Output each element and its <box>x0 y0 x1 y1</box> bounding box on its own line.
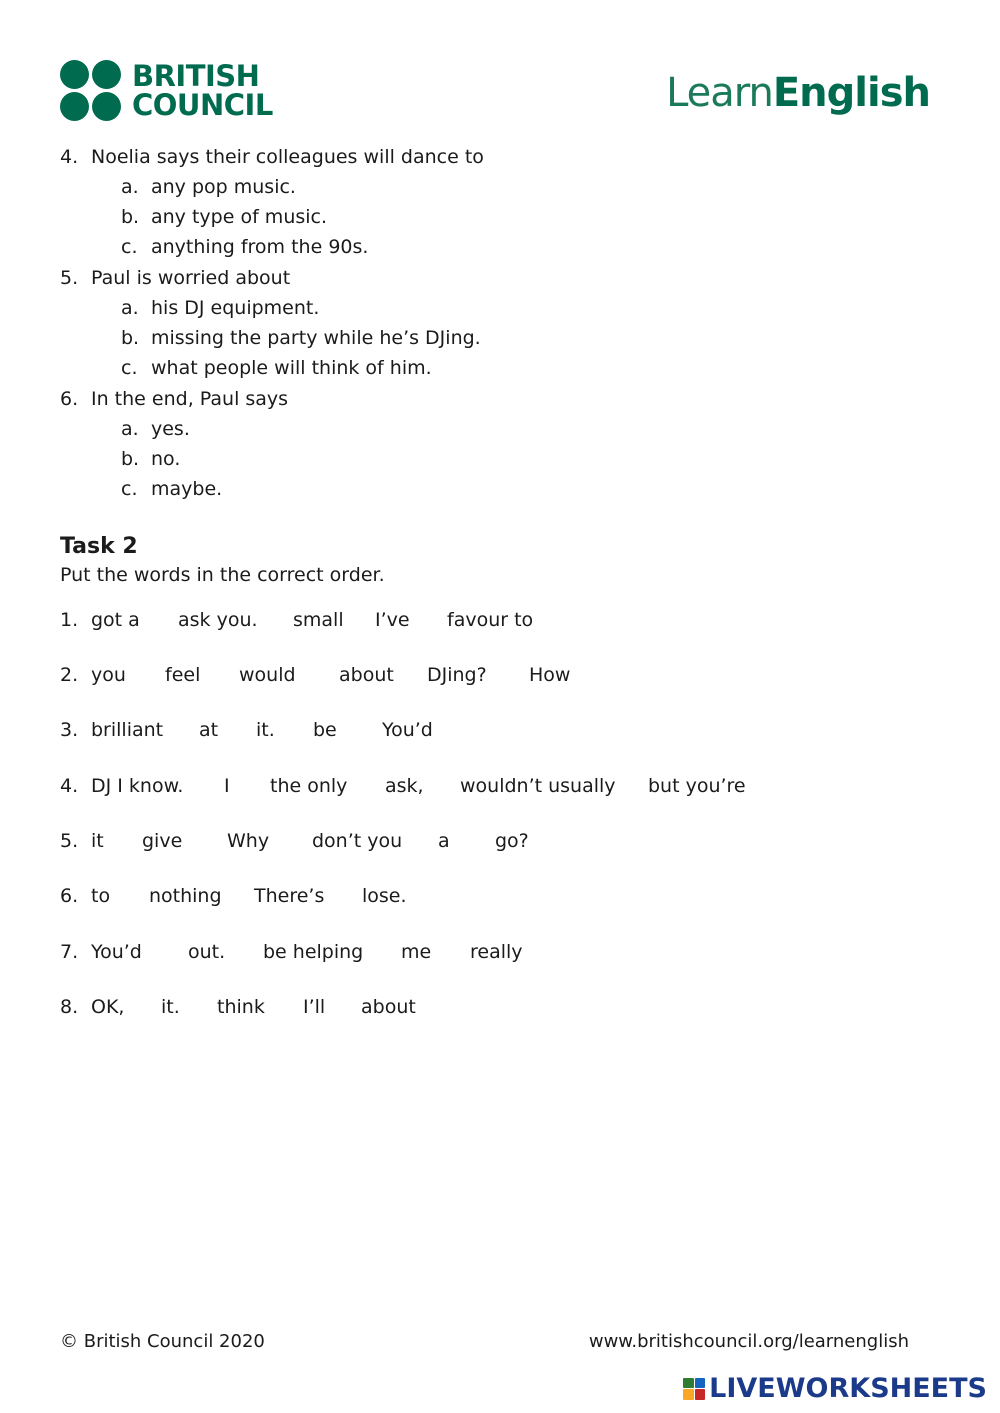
word-tile[interactable]: got a <box>91 609 140 631</box>
word-tile[interactable]: How <box>529 664 571 686</box>
word-tile[interactable]: ask, <box>385 775 424 797</box>
word-tile[interactable]: There’s <box>254 885 325 907</box>
task-2-instruction: Put the words in the correct order. <box>60 564 385 586</box>
option-4c[interactable]: c. anything from the 90s. <box>121 236 369 258</box>
word-tile[interactable]: it <box>91 830 104 852</box>
word-tile[interactable]: feel <box>165 664 201 686</box>
word-tile[interactable]: think <box>217 996 265 1018</box>
word-tile[interactable]: it. <box>256 719 275 741</box>
word-tile[interactable]: be <box>313 719 337 741</box>
word-tile[interactable]: don’t you <box>312 830 403 852</box>
word-tile[interactable]: I’ll <box>303 996 326 1018</box>
option-6b[interactable]: b. no. <box>121 448 181 470</box>
word-tile[interactable]: it. <box>161 996 180 1018</box>
word-tile[interactable]: ask you. <box>178 609 258 631</box>
word-tile[interactable]: give <box>142 830 183 852</box>
word-tile[interactable]: nothing <box>149 885 222 907</box>
word-tile[interactable]: brilliant <box>91 719 164 741</box>
option-5c[interactable]: c. what people will think of him. <box>121 357 432 379</box>
british-council-logo <box>60 60 273 122</box>
liveworksheets-icon <box>683 1378 705 1400</box>
question-4: 4. Noelia says their colleagues will dance to <box>60 146 484 168</box>
word-tile[interactable]: favour to <box>447 609 534 631</box>
british-council-wordmark: BRITISH COUNCIL <box>132 59 273 122</box>
word-tile[interactable]: go? <box>495 830 529 852</box>
word-tile[interactable]: OK, <box>91 996 125 1018</box>
word-tile[interactable]: I <box>224 775 230 797</box>
liveworksheets-logo[interactable]: LIVEWORKSHEETS <box>683 1373 987 1404</box>
word-tile[interactable]: You’d <box>382 719 433 741</box>
word-tile[interactable]: wouldn’t usually <box>460 775 616 797</box>
word-tile[interactable]: at <box>199 719 219 741</box>
word-tile[interactable]: a <box>438 830 450 852</box>
word-tile[interactable]: really <box>470 941 523 963</box>
learnenglish-logo: LearnEnglish <box>666 70 930 116</box>
word-tile[interactable]: Why <box>227 830 270 852</box>
word-tile[interactable]: lose. <box>362 885 407 907</box>
learnenglish-url[interactable]: www.britishcouncil.org/learnenglish <box>588 1331 909 1352</box>
option-5a[interactable]: a. his DJ equipment. <box>121 297 320 319</box>
word-tile[interactable]: DJ I know. <box>91 775 184 797</box>
word-tile[interactable]: you <box>91 664 126 686</box>
question-5: 5. Paul is worried about <box>60 267 291 289</box>
copyright: © British Council 2020 <box>60 1331 265 1352</box>
word-tile[interactable]: but you’re <box>648 775 746 797</box>
option-6c[interactable]: c. maybe. <box>121 478 223 500</box>
task-2-title: Task 2 <box>60 534 138 559</box>
question-6: 6. In the end, Paul says <box>60 388 289 410</box>
word-tile[interactable]: to <box>91 885 111 907</box>
word-tile[interactable]: about <box>361 996 416 1018</box>
word-tile[interactable]: small <box>293 609 344 631</box>
option-6a[interactable]: a. yes. <box>121 418 190 440</box>
word-tile[interactable]: out. <box>188 941 226 963</box>
word-tile[interactable]: would <box>239 664 296 686</box>
option-5b[interactable]: b. missing the party while he’s DJing. <box>121 327 481 349</box>
option-4b[interactable]: b. any type of music. <box>121 206 328 228</box>
word-tile[interactable]: the only <box>270 775 348 797</box>
word-tile[interactable]: You’d <box>91 941 142 963</box>
british-council-dots-icon <box>60 60 122 122</box>
word-tile[interactable]: DJing? <box>427 664 487 686</box>
word-tile[interactable]: me <box>401 941 432 963</box>
word-tile[interactable]: about <box>339 664 394 686</box>
word-tile[interactable]: I’ve <box>375 609 410 631</box>
word-tile[interactable]: be helping <box>263 941 364 963</box>
option-4a[interactable]: a. any pop music. <box>121 176 296 198</box>
